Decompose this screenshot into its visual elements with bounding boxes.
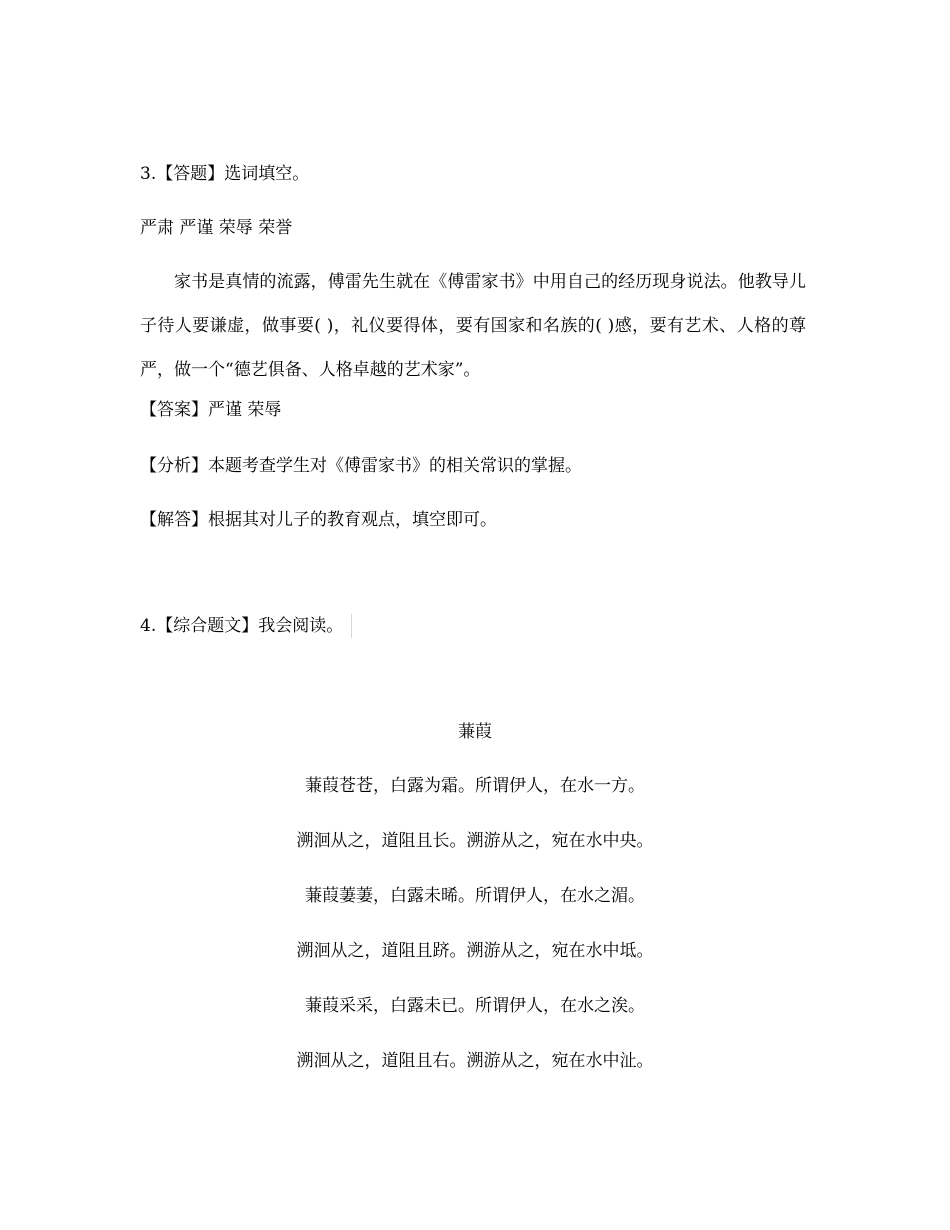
answer-text: 【答案】严谨 荣辱 (140, 400, 282, 420)
poem-line: 溯洄从之，道阻且右。溯游从之，宛在水中沚。 (296, 1051, 654, 1071)
poem-line: 溯洄从之，道阻且长。溯游从之，宛在水中央。 (296, 831, 654, 851)
poem-title: 蒹葭 (458, 722, 492, 742)
solution-text: 【解答】根据其对儿子的教育观点，填空即可。 (140, 510, 497, 530)
question-4-heading: 4.【综合题文】我会阅读。 (140, 614, 352, 638)
poem-line: 蒹葭苍苍，白露为霜。所谓伊人，在水一方。 (305, 776, 645, 796)
poem-line: 蒹葭萋萋，白露未晞。所谓伊人，在水之湄。 (305, 886, 645, 906)
poem-line: 溯洄从之，道阻且跻。溯游从之，宛在水中坻。 (296, 941, 654, 961)
poem-line: 蒹葭采采，白露未已。所谓伊人，在水之涘。 (305, 996, 645, 1016)
question-3-heading: 3.【答题】选词填空。 (140, 164, 310, 184)
fill-in-passage: 家书是真情的流露，傅雷先生就在《傅雷家书》中用自己的经历现身说法。他教导儿子待人要谦虚，做事要( )，礼仪要得体，要有国家和名族的( )感，要有艺术、人格的尊严，做一个“德艺俱备、人格卓越的艺术家”。 (140, 272, 806, 380)
analysis-text: 【分析】本题考查学生对《傅雷家书》的相关常识的掌握。 (140, 456, 582, 476)
word-options: 严肃 严谨 荣辱 荣誉 (140, 218, 293, 238)
